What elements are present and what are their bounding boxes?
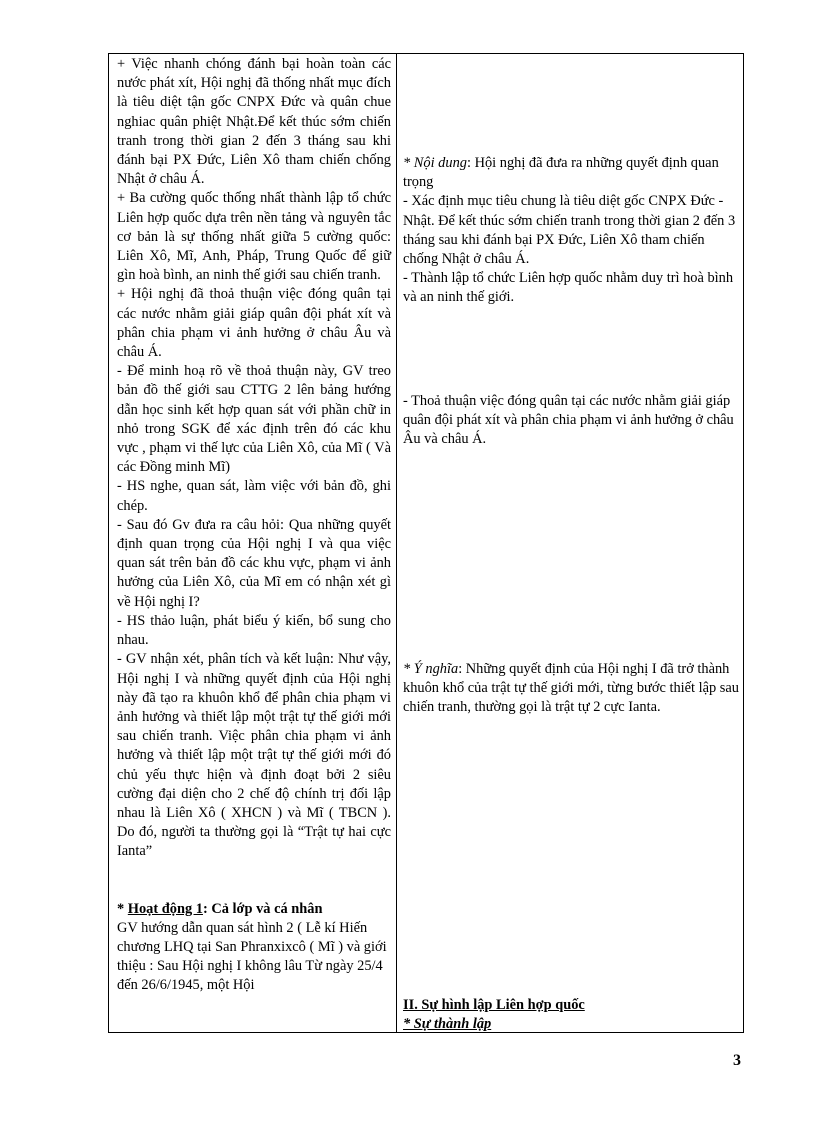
paragraph-map-illustration: - Để minh hoạ rõ về thoả thuận này, GV treo bản đồ thế giới sau CTTG 2 lên bảng hướng dẫn học sinh kết hợp quan sát với phần chữ in nhỏ trong SGK để xác định trên đó các khu vực , phạm vi thế lực của Liên Xô, của Mĩ ( Và các Đồng minh Mĩ) (117, 363, 391, 476)
content-intro (403, 154, 739, 192)
column-divider (396, 54, 397, 1032)
paragraph-students-observe: - HS nghe, quan sát, làm việc với bản đồ, ghi chép. (117, 478, 391, 514)
activity-prefix: * (117, 900, 128, 917)
content-label: * Nội dung (403, 155, 467, 171)
content-item-un: - Thành lập tổ chức Liên hợp quốc nhằm duy trì hoà bình và an ninh thế giới. (403, 270, 734, 306)
content-text: : Hội nghị đã đưa ra những quyết định quan trọng (403, 155, 719, 191)
meaning-paragraph (403, 660, 739, 718)
paragraph-united-nations-plan: + Ba cường quốc thống nhất thành lập tổ chức Liên hợp quốc dựa trên nền tảng và nguyên tắc cơ bản là sự thống nhất giữa 5 cường quốc: Liên Xô, Mĩ, Anh, Pháp, Trung Quốc để giữ gìn hoà bình, an ninh thế giới sau chiến tranh. (117, 190, 391, 284)
paragraph-teacher-question: - Sau đó Gv đưa ra câu hỏi: Qua những quyết định quan trọng của Hội nghị I và qua việc quan sát trên bản đồ các khu vực, phạm vi ảnh hưởng của Liên Xô, của Mĩ em có nhận xét gì về Hội nghị I? (117, 516, 391, 610)
paragraph-troop-stationing: + Hội nghị đã thoả thuận việc đóng quân tại các nước nhằm giải giáp quân đội phát xít và phân chia phạm vi ảnh hưởng ở châu Âu và châu Á. (117, 286, 391, 361)
activity-label: Hoạt động 1 (127, 900, 203, 917)
teacher-student-activities-column (117, 55, 391, 996)
meaning-block (403, 660, 739, 718)
paragraph-teacher-conclusion: - GV nhận xét, phân tích và kết luận: Như vậy, Hội nghị I và những quyết định của Hội nghị này đã tạo ra khuôn khổ để phân chia phạm vi ảnh hưởng và thiết lập một trật tự thế giới mới sau chiến tranh. Việc phân chia phạm vi ảnh hưởng và thiết lập một trật tự thế giới mới đó chủ yếu thực hiện và định đoạt bởi 2 siêu cường đại diện cho 2 chế độ chính trị đối lập nhau là Liên Xô ( XHCN ) và Mĩ ( TBCN ). Do đó, người ta thường gọi là “Trật tự hai cực Ianta” (117, 651, 391, 860)
section-block (403, 996, 739, 1034)
content-item-troops: - Thoả thuận việc đóng quân tại các nước nhằm giải giáp quân đội phát xít và phân chia phạm vi ảnh hưởng ở châu Âu và châu Á. (403, 393, 734, 448)
meaning-text: : Những quyết định của Hội nghị I đã trở thành khuôn khổ của trật tự thế giới mới, từng bước thiết lập sau chiến tranh, thường gọi là trật tự 2 cực Ianta. (403, 661, 739, 716)
activity-rest: : Cả lớp và cá nhân (202, 900, 323, 917)
page-number: 3 (733, 1052, 741, 1069)
paragraph-figure-guidance: GV hướng dẫn quan sát hình 2 ( Lễ kí Hiến chương LHQ tại San Phranxixcô ( Mĩ ) và giới thiệu : Sau Hội nghị I không lâu Từ ngày 25/4 đến 26/6/1945, một Hội (117, 919, 387, 994)
lesson-table (108, 53, 744, 1033)
lesson-content-column (403, 54, 739, 1032)
paragraph-defeat-fascists: + Việc nhanh chóng đánh bại hoàn toàn các nước phát xít, Hội nghị đã thống nhất mục đích là tiêu diệt tận gốc CNPX Đức và quân chue nghiac quân phiệt Nhật.Để kết thúc sớm chiến tranh trong thời gian 2 đến 3 tháng sau khi đánh bại PX Đức, Liên Xô tham chiến chống Nhật ở châu Á. (117, 56, 391, 188)
meaning-label: * Ý nghĩa (403, 661, 459, 677)
section-subheading: * Sự thành lập (403, 1016, 492, 1033)
content-block (403, 154, 739, 308)
content-item-goal: - Xác định mục tiêu chung là tiêu diệt gốc CNPX Đức - Nhật. Để kết thúc sớm chiến tranh trong thời gian 2 đến 3 tháng sau khi đánh bại PX Đức, Liên Xô tham chiến chống Nhật ở châu Á. (403, 193, 736, 268)
activity-heading (117, 900, 391, 919)
section-heading: II. Sự hình lập Liên hợp quốc (403, 997, 585, 1013)
paragraph-students-discuss: - HS thảo luận, phát biểu ý kiến, bổ sung cho nhau. (117, 612, 391, 649)
